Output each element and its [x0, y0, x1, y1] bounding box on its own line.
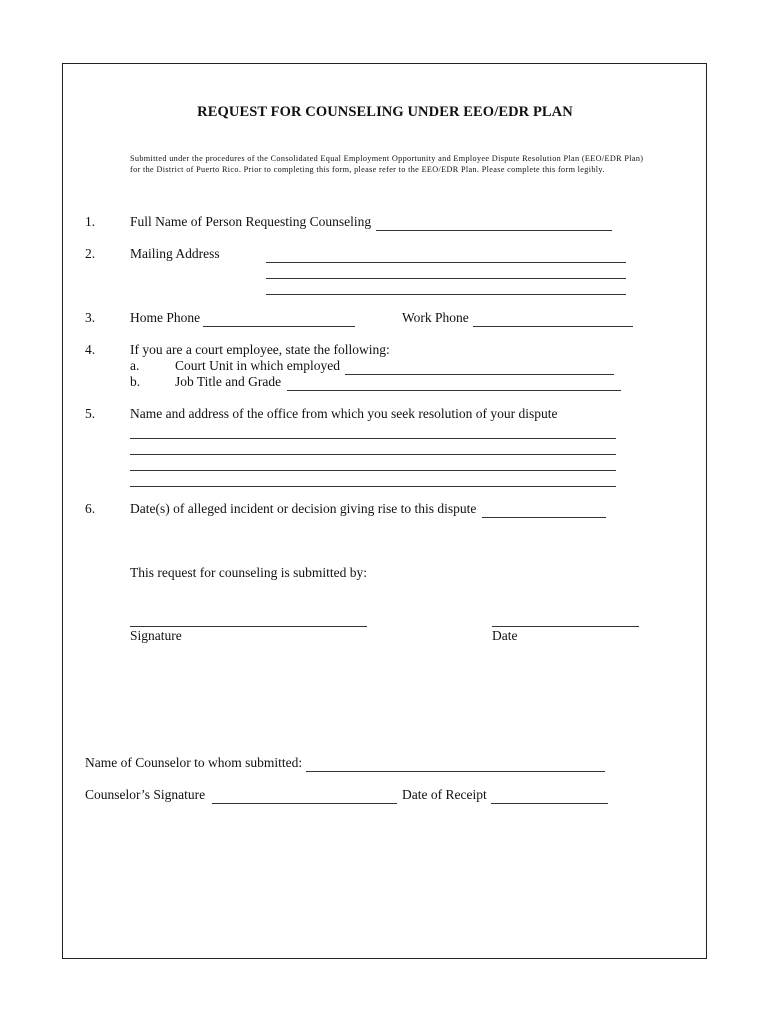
item-4a-letter: a. — [130, 358, 140, 373]
counselor-signature-field[interactable] — [212, 803, 397, 804]
mailing-address-line-2[interactable] — [266, 278, 626, 279]
full-name-field[interactable] — [376, 230, 612, 231]
form-instructions: Submitted under the procedures of the Consolidated Equal Employment Opportunity and Employee Dispute Resolution Plan (EEO/EDR Plan) for the District of Puerto Rico. Prior to completing this form, please refer to the EEO/EDR Plan. Please complete this form legibly. — [130, 154, 644, 174]
incident-date-field[interactable] — [482, 517, 606, 518]
date-field[interactable] — [492, 626, 639, 627]
counselor-name-field[interactable] — [306, 771, 605, 772]
home-phone-field[interactable] — [203, 326, 355, 327]
office-label: Name and address of the office from which you seek resolution of your dispute — [130, 406, 558, 421]
counselor-name-label: Name of Counselor to whom submitted: — [85, 755, 303, 770]
job-title-field[interactable] — [287, 390, 621, 391]
court-unit-field[interactable] — [345, 374, 614, 375]
mailing-address-line-3[interactable] — [266, 294, 626, 295]
full-name-label: Full Name of Person Requesting Counseling — [130, 214, 372, 229]
mailing-address-line-1[interactable] — [266, 262, 626, 263]
signature-field[interactable] — [130, 626, 367, 627]
item-2-number: 2. — [85, 246, 96, 261]
home-phone-label: Home Phone — [130, 310, 201, 325]
item-4b-letter: b. — [130, 374, 141, 389]
item-3-number: 3. — [85, 310, 96, 325]
item-1-number: 1. — [85, 214, 96, 229]
item-5-number: 5. — [85, 406, 96, 421]
office-line-3[interactable] — [130, 470, 616, 471]
court-unit-label: Court Unit in which employed — [175, 358, 340, 373]
form-title: REQUEST FOR COUNSELING UNDER EEO/EDR PLAN — [197, 104, 573, 120]
office-line-4[interactable] — [130, 486, 616, 487]
incident-date-label: Date(s) of alleged incident or decision giving rise to this dispute — [130, 501, 477, 516]
office-line-1[interactable] — [130, 438, 616, 439]
item-4-number: 4. — [85, 342, 96, 357]
job-title-label: Job Title and Grade — [175, 374, 282, 389]
work-phone-field[interactable] — [473, 326, 633, 327]
date-of-receipt-label: Date of Receipt — [402, 787, 487, 802]
date-of-receipt-field[interactable] — [491, 803, 608, 804]
court-employee-label: If you are a court employee, state the following: — [130, 342, 390, 357]
item-6-number: 6. — [85, 501, 96, 516]
office-line-2[interactable] — [130, 454, 616, 455]
counselor-signature-label: Counselor’s Signature — [85, 787, 206, 802]
date-label: Date — [492, 628, 518, 643]
mailing-address-label: Mailing Address — [130, 246, 220, 261]
work-phone-label: Work Phone — [402, 310, 469, 325]
submitted-by-text: This request for counseling is submitted by: — [130, 565, 367, 580]
signature-label: Signature — [130, 628, 182, 643]
